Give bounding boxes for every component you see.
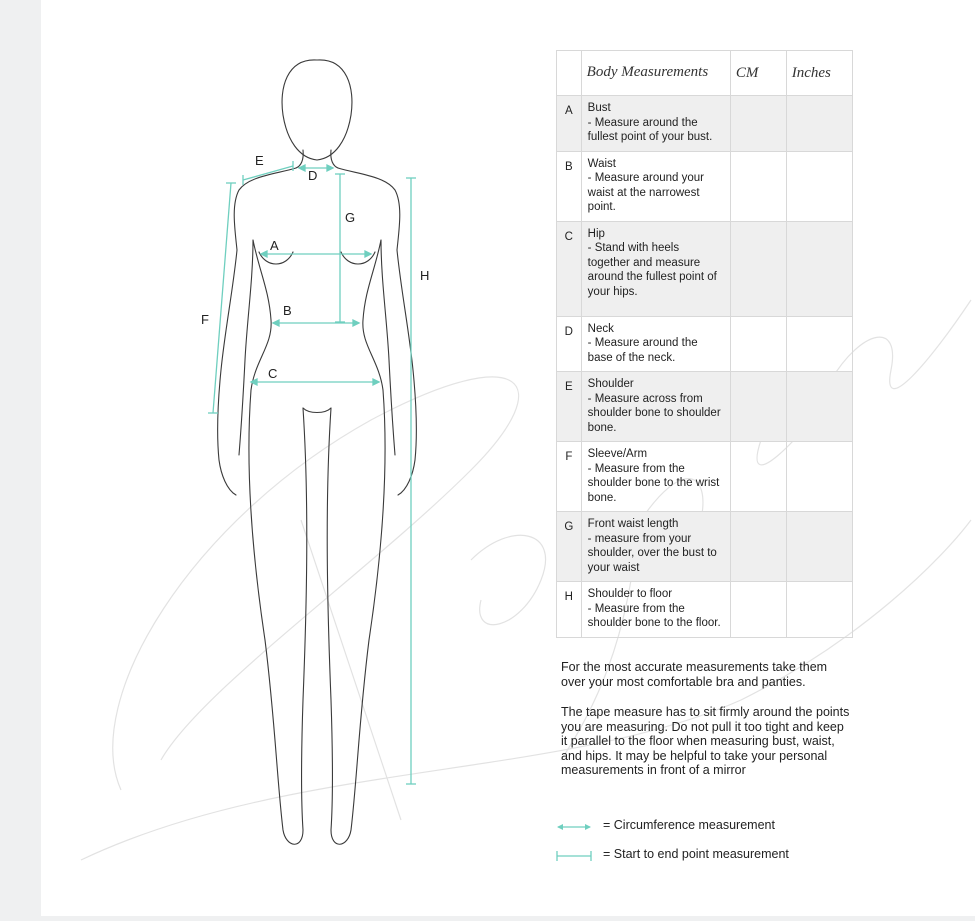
table-row	[557, 221, 853, 316]
figure-label-b: B	[283, 303, 292, 318]
figure-label-g: G	[345, 210, 356, 225]
inches-value-cell[interactable]	[786, 512, 852, 582]
bottom-margin-strip	[41, 916, 975, 921]
table-header-blank	[557, 51, 582, 96]
row-name: Shoulder	[587, 378, 634, 390]
figure-label-d: D	[308, 168, 318, 183]
double-arrow-icon	[556, 821, 592, 833]
inches-value-cell[interactable]	[786, 582, 852, 638]
row-text: - Measure around the	[587, 116, 698, 129]
row-description	[581, 221, 730, 316]
figure-label-a: A	[270, 238, 279, 253]
row-description	[581, 151, 730, 221]
row-name: Neck	[587, 322, 614, 335]
legend-circumference	[556, 818, 856, 838]
row-description	[581, 512, 730, 582]
table-header-row	[557, 51, 853, 96]
legend-start-to-end	[556, 847, 856, 867]
row-text: bone.	[587, 491, 617, 504]
row-description	[581, 582, 730, 638]
inches-value-cell[interactable]	[786, 316, 852, 372]
table-row	[557, 372, 853, 442]
cm-value-cell[interactable]	[730, 96, 786, 152]
row-text: base of the neck.	[587, 351, 676, 364]
cm-value-cell[interactable]	[730, 442, 786, 512]
row-name: Hip	[587, 227, 605, 240]
table-row	[557, 96, 853, 152]
row-text: - Measure around your	[587, 172, 705, 184]
figure-label-c: C	[268, 366, 278, 381]
row-text: together and measure	[587, 256, 701, 269]
cm-value-cell[interactable]	[730, 372, 786, 442]
row-text: waist at the narrowest	[587, 186, 700, 199]
table-row	[557, 151, 853, 221]
row-text: - Measure from the	[587, 602, 685, 615]
row-text: - Stand with heels	[587, 242, 680, 254]
cm-value-cell[interactable]	[730, 582, 786, 638]
row-text: fullest point of your bust.	[587, 131, 713, 143]
row-letter: E	[557, 372, 582, 442]
row-text: - Measure around the	[587, 337, 698, 349]
table-row	[557, 316, 853, 372]
cm-value-cell[interactable]	[730, 316, 786, 372]
row-letter: D	[557, 316, 582, 372]
row-name: Sleeve/Arm	[587, 448, 648, 460]
table-header-inches: Inches	[786, 51, 852, 96]
row-description	[581, 372, 730, 442]
row-letter: G	[557, 512, 582, 582]
row-name: Waist	[587, 157, 616, 170]
row-description	[581, 442, 730, 512]
table-row	[557, 582, 853, 638]
row-text: shoulder, over the bust to	[587, 547, 717, 559]
figure-label-h: H	[420, 268, 430, 283]
left-margin-strip	[0, 0, 41, 921]
note-paragraph: The tape measure has to sit firmly around the points you are measuring. Do not pull it too tight and keep it parallel to the floor when measuring bust, waist, and hips. It may be helpful to take your personal measurements in front of a mirror	[561, 705, 850, 777]
cm-value-cell[interactable]	[730, 151, 786, 221]
row-text: - Measure across from	[587, 392, 703, 405]
row-letter: B	[557, 151, 582, 221]
table-row	[557, 512, 853, 582]
figure-label-f: F	[201, 312, 209, 327]
table-header-item: Body Measurements	[581, 51, 730, 96]
row-text: your waist	[587, 561, 640, 574]
row-text: - measure from your	[587, 532, 692, 545]
cm-value-cell[interactable]	[730, 221, 786, 316]
row-description	[581, 316, 730, 372]
inches-value-cell[interactable]	[786, 221, 852, 316]
row-text: shoulder bone to shoulder	[587, 407, 721, 419]
inches-value-cell[interactable]	[786, 372, 852, 442]
row-text: around the fullest point of	[587, 271, 717, 283]
row-text: your hips.	[587, 285, 638, 298]
table-row	[557, 442, 853, 512]
measurement-notes	[561, 660, 851, 794]
inches-value-cell[interactable]	[786, 96, 852, 152]
row-text: shoulder bone to the wrist	[587, 477, 720, 489]
row-letter: A	[557, 96, 582, 152]
cm-value-cell[interactable]	[730, 512, 786, 582]
figure-label-e: E	[255, 153, 264, 168]
legend-circumference-label: = Circumference measurement	[603, 818, 775, 832]
row-name: Shoulder to floor	[587, 588, 673, 600]
row-text: bone.	[587, 421, 617, 434]
note-paragraph: For the most accurate measurements take them over your most comfortable bra and panties.	[561, 660, 828, 689]
row-text: point.	[587, 201, 616, 213]
legend-start-to-end-label: = Start to end point measurement	[603, 847, 789, 861]
bracket-line-icon	[556, 850, 592, 862]
row-letter: F	[557, 442, 582, 512]
row-name: Bust	[587, 102, 611, 114]
inches-value-cell[interactable]	[786, 442, 852, 512]
table-header-cm: CM	[730, 51, 786, 96]
row-description	[581, 96, 730, 152]
row-name: Front waist length	[587, 518, 679, 530]
row-text: - Measure from the	[587, 462, 685, 475]
row-letter: H	[557, 582, 582, 638]
body-measurements-table	[556, 50, 853, 638]
row-letter: C	[557, 221, 582, 316]
inches-value-cell[interactable]	[786, 151, 852, 221]
row-text: shoulder bone to the floor.	[587, 617, 721, 629]
